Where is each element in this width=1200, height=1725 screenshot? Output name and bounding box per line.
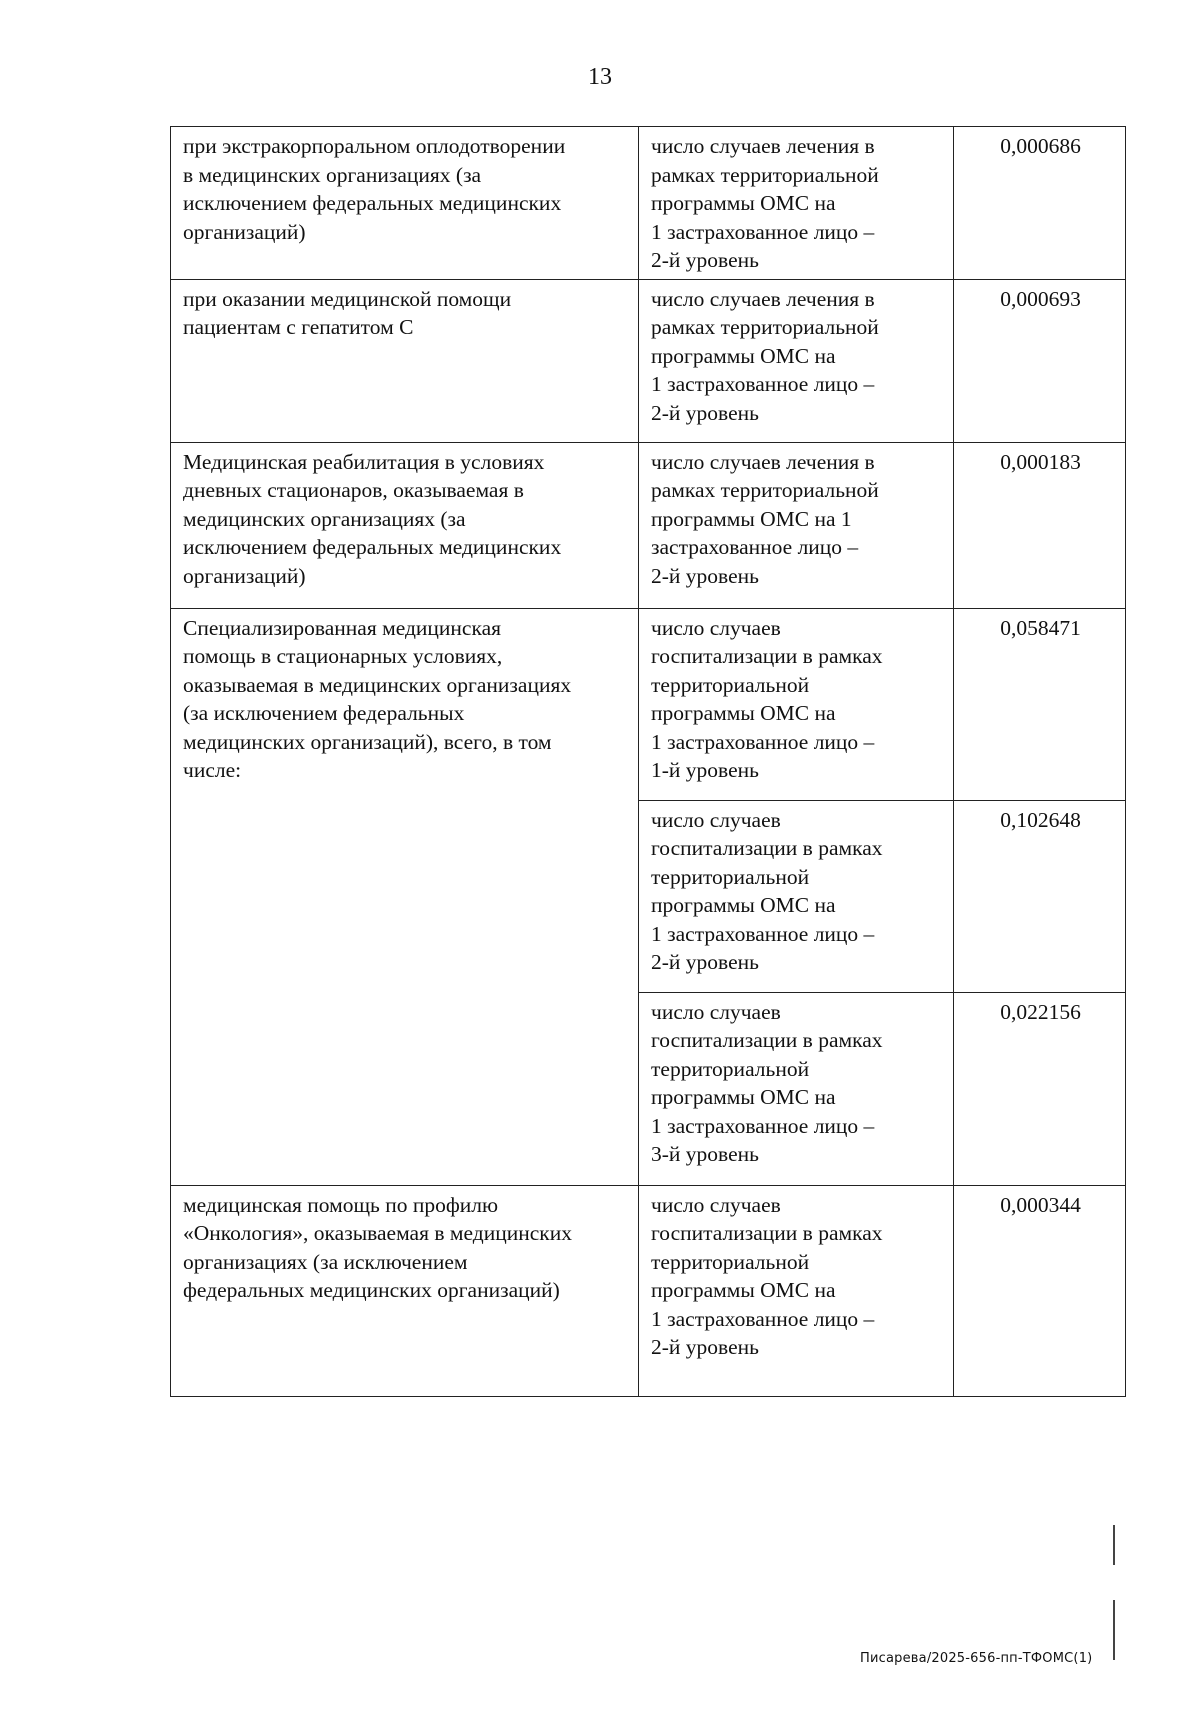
table-row: [171, 1185, 1126, 1396]
norms-table-body: [171, 127, 1126, 1397]
row-unit: [639, 800, 954, 992]
text-line: 1 застрахованное лицо –: [651, 219, 875, 244]
text-line: программы ОМС на 1: [651, 506, 852, 531]
text-line: территориальной: [651, 864, 810, 889]
text-line: 1 застрахованное лицо –: [651, 921, 875, 946]
text-line: исключением федеральных медицинских: [183, 535, 562, 559]
text-line: программы ОМС на: [651, 893, 836, 917]
text-line: число случаев лечения в: [651, 286, 875, 311]
text-line: пациентам с гепатитом С: [183, 315, 414, 339]
text-line: число случаев: [651, 807, 781, 832]
text-line: территориальной: [651, 1056, 810, 1081]
row-unit: [639, 1185, 954, 1396]
margin-mark: [1113, 1600, 1115, 1660]
text-line: число случаев: [651, 1192, 781, 1217]
text-line: число случаев лечения в: [651, 134, 875, 158]
text-line: дневных стационаров, оказываемая в: [183, 478, 524, 502]
table-row: [171, 608, 1126, 800]
text-line: программы ОМС на: [651, 191, 836, 215]
text-line: территориальной: [651, 1249, 810, 1274]
text-line: Медицинская реабилитация в условиях: [183, 449, 545, 474]
table-row: [171, 442, 1126, 608]
row-value: 0,000693: [954, 279, 1126, 442]
table-row: [171, 279, 1126, 442]
text-line: 2-й уровень: [651, 248, 759, 272]
text-line: число случаев: [651, 999, 781, 1024]
row-unit: [639, 608, 954, 800]
text-line: госпитализации в рамках: [651, 644, 883, 668]
row-value: 0,000344: [954, 1185, 1126, 1396]
text-line: 2-й уровень: [651, 1335, 759, 1359]
text-line: застрахованное лицо –: [651, 535, 859, 559]
text-line: исключением федеральных медицинских: [183, 191, 562, 215]
text-line: оказываемая в медицинских организациях: [183, 672, 572, 697]
row-value: 0,058471: [954, 608, 1126, 800]
text-line: рамках территориальной: [651, 162, 879, 187]
text-line: 1 застрахованное лицо –: [651, 372, 875, 396]
row-value: 0,000183: [954, 442, 1126, 608]
text-line: «Онкология», оказываемая в медицинских: [183, 1221, 572, 1245]
text-line: 1 застрахованное лицо –: [651, 1306, 875, 1331]
text-line: числе:: [183, 758, 242, 782]
row-description: [171, 279, 639, 442]
text-line: медицинских организаций), всего, в том: [183, 729, 552, 754]
row-description: [171, 1185, 639, 1396]
text-line: федеральных медицинских организаций): [183, 1278, 560, 1302]
text-line: 2-й уровень: [651, 563, 759, 588]
text-line: программы ОМС на: [651, 1278, 836, 1302]
text-line: медицинская помощь по профилю: [183, 1192, 499, 1217]
text-line: медицинских организациях (за: [183, 506, 466, 531]
text-line: рамках территориальной: [651, 315, 879, 339]
margin-mark: [1113, 1525, 1115, 1565]
text-line: 3-й уровень: [651, 1142, 759, 1166]
row-value: 0,000686: [954, 127, 1126, 280]
text-line: рамках территориальной: [651, 478, 879, 502]
row-unit: [639, 442, 954, 608]
text-line: программы ОМС на: [651, 1085, 836, 1109]
text-line: госпитализации в рамках: [651, 1221, 883, 1245]
page-number: 13: [588, 64, 612, 90]
text-line: в медицинских организациях (за: [183, 162, 482, 187]
text-line: организаций): [183, 219, 306, 244]
text-line: (за исключением федеральных: [183, 701, 465, 725]
row-value: 0,102648: [954, 800, 1126, 992]
text-line: помощь в стационарных условиях,: [183, 644, 503, 668]
text-line: программы ОМС на: [651, 343, 836, 368]
row-description: [171, 608, 639, 1185]
text-line: организациях (за исключением: [183, 1249, 468, 1274]
text-line: число случаев: [651, 615, 781, 640]
text-line: при оказании медицинской помощи: [183, 286, 512, 311]
text-line: 1-й уровень: [651, 758, 759, 782]
text-line: программы ОМС на: [651, 701, 836, 725]
text-line: 2-й уровень: [651, 950, 759, 974]
row-value: 0,022156: [954, 992, 1126, 1185]
norms-table: [170, 126, 1126, 1397]
text-line: при экстракорпоральном оплодотворении: [183, 134, 566, 158]
text-line: Специализированная медицинская: [183, 615, 502, 640]
text-line: госпитализации в рамках: [651, 1028, 883, 1052]
row-description: [171, 127, 639, 280]
row-unit: [639, 127, 954, 280]
text-line: число случаев лечения в: [651, 449, 875, 474]
text-line: территориальной: [651, 672, 810, 697]
text-line: 1 застрахованное лицо –: [651, 1113, 875, 1138]
row-unit: [639, 992, 954, 1185]
row-unit: [639, 279, 954, 442]
text-line: 1 застрахованное лицо –: [651, 729, 875, 754]
text-line: госпитализации в рамках: [651, 836, 883, 860]
row-description: [171, 442, 639, 608]
text-line: организаций): [183, 563, 306, 588]
text-line: 2-й уровень: [651, 400, 759, 425]
footer-filename: Писарева/2025-656-пп-ТФОМС(1): [860, 1651, 1093, 1666]
table-row: [171, 127, 1126, 280]
